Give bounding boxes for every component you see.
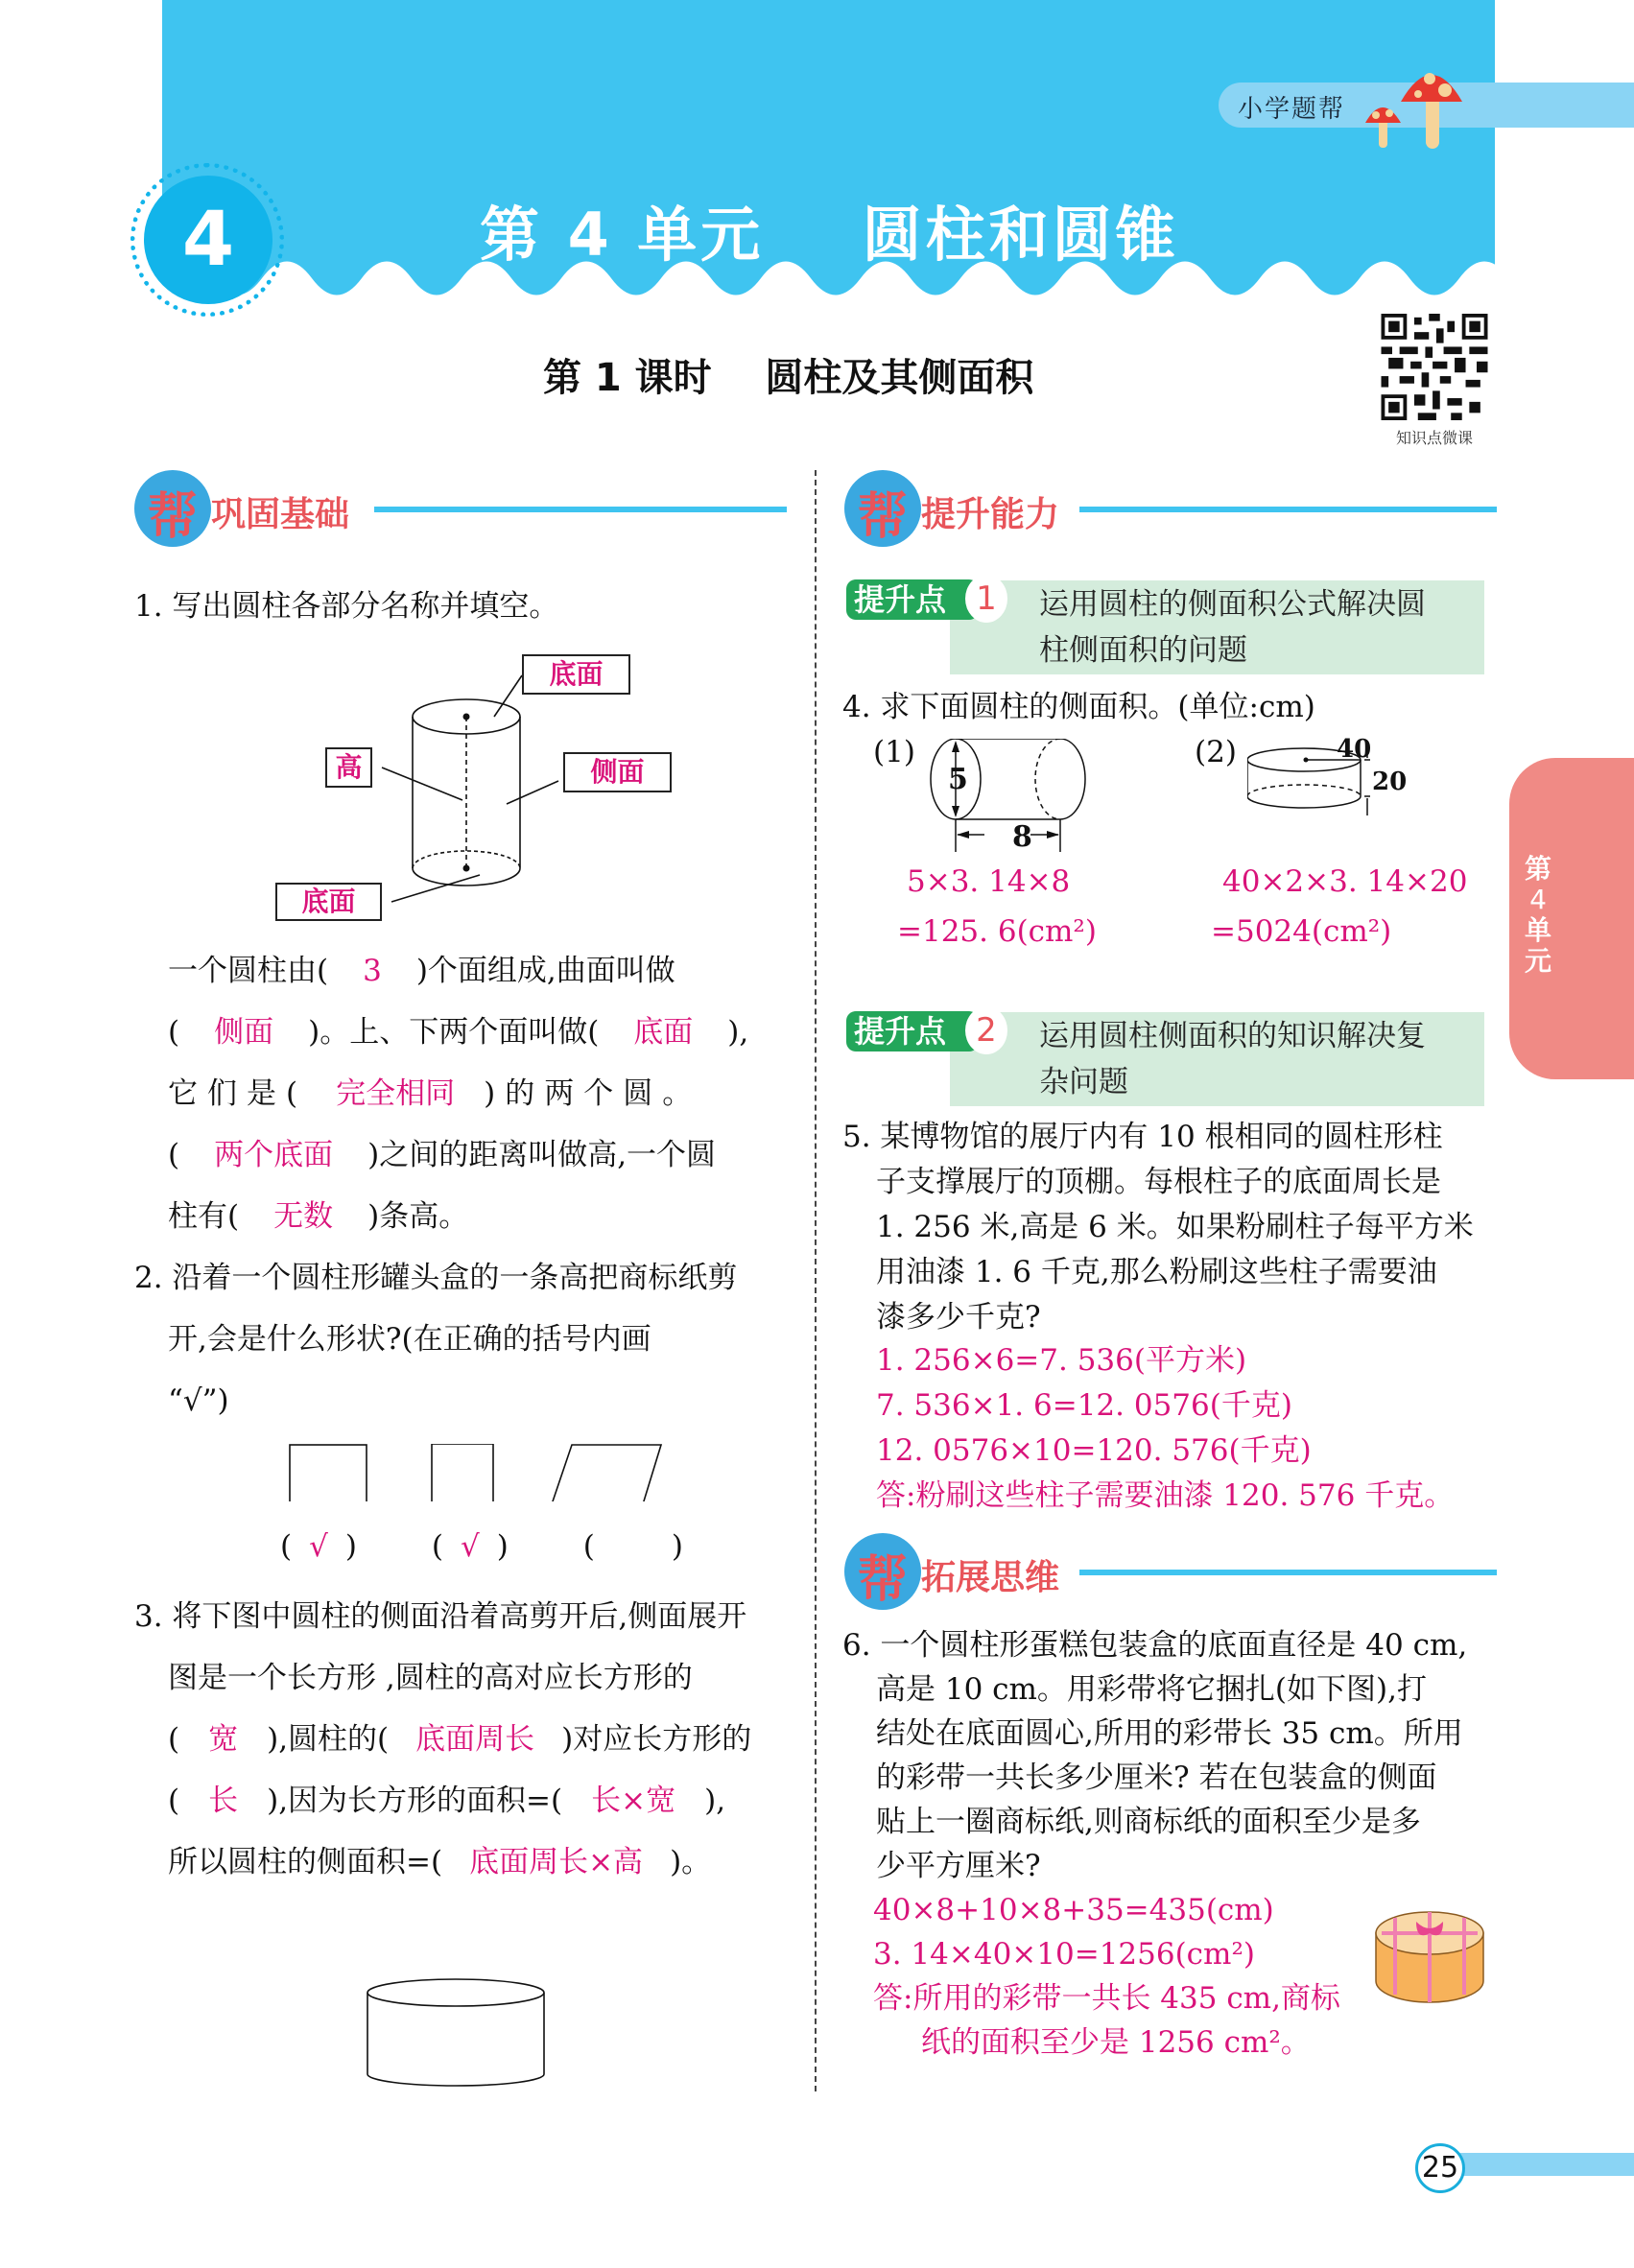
improve-point-number: 1 [965,575,1007,623]
cake-box-icon [1372,1904,1487,2010]
improve-point-tag: 提升点 [846,579,979,620]
unit-title: 第 4 单元 圆柱和圆锥 [480,200,1179,270]
q1-line-3: 它们是( 完全相同 )的两个圆。 [168,1076,702,1111]
q5-answer: 1. 256×6=7. 536(平方米) 7. 536×1. 6=12. 0576(千克) 12. 0576×10=120. 576(千克) 答:粉刷这些柱子需要油漆 120. 576 千克。 [876,1343,1455,1513]
section-header-basic [134,470,787,547]
answer-blank: 底面周长×高 [469,1845,644,1879]
column-divider [815,470,817,2091]
section-header-improve [844,470,1497,547]
improve-point-number: 2 [965,1006,1007,1054]
parallelogram-shape [552,1445,661,1501]
q4-fig2-answer: 40×2×3. 14×20 =5024(cm²) [1211,864,1468,949]
q4-fig1-label: (1) [873,735,915,769]
q4-prompt: 4. 求下面圆柱的侧面积。(单位:cm) [842,690,1315,724]
q2-prompt: 2. 沿着一个圆柱形罐头盒的一条高把商标纸剪 开,会是什么形状?(在正确的括号内画 “√”) [134,1261,738,1418]
shape-options [278,1444,672,1501]
label-height: 高 [325,747,372,788]
section-label: 巩固基础 [211,495,350,534]
mushroom-icon [1362,58,1468,154]
q5-text: 5. 某博物馆的展厅内有 10 根相同的圆柱形柱 子支撑展厅的顶棚。每根柱子的底面周长是 1. 256 米,高是 6 米。如果粉刷柱子每平方米 用油漆 1. 6 千克,那么粉刷这些柱子需要油 漆多少千克? [842,1120,1474,1335]
answer-blank: 侧面 [214,1015,274,1050]
section-rule [1079,1570,1497,1575]
q1-line-5: 柱有( 无数 )条高。 [168,1199,469,1234]
rectangle-shape [432,1444,493,1501]
q3-text: 3. 将下图中圆柱的侧面沿着高剪开后,侧面展开 图是一个长方形 ,圆柱的高对应长方形的 ( 宽 ),圆柱的( 底面周长 )对应长方形的 ( 长 ),因为长方形的面积=( 长×宽 ), 所以圆柱的侧面积=( 底面周长×高 )。 [134,1599,752,1879]
answer-blank: 3 [363,954,382,988]
answer-blank: 无数 [273,1199,334,1234]
dimension-radius: 40 [1337,735,1372,764]
q1-line-4: ( 两个底面 )之间的距离叫做高,一个圆 [168,1138,717,1172]
section-rule [374,507,787,512]
q6-answer: 40×8+10×8+35=435(cm) 3. 14×40×10=1256(cm²) 答:所用的彩带一共长 435 cm,商标 纸的面积至少是 1256 cm²。 [873,1893,1340,2060]
square-shape [290,1445,367,1501]
section-label: 提升能力 [921,495,1060,534]
section-label: 拓展思维 [921,1558,1060,1597]
answer-blank: 两个底面 [214,1138,334,1172]
answer-blank: 长×宽 [591,1784,676,1818]
q1-fill-blanks [168,940,782,1247]
label-top-base: 底面 [522,654,630,695]
answer-blank: 底面 [633,1015,694,1050]
q4-fig1-answer: 5×3. 14×8 =125. 6(cm²) [897,864,1097,949]
section-bang: 帮 [148,488,199,546]
unit-side-tab-text: 第 4 单 元 [1524,853,1551,977]
q1-line-1: 一个圆柱由( 3 )个面组成,曲面叫做 [168,954,675,988]
improve-point-1-text: 运用圆柱的侧面积公式解决圆 柱侧面积的问题 [1039,587,1426,668]
page-number: 25 [1415,2143,1465,2193]
improve-point-tag: 提升点 [846,1011,979,1051]
flat-cylinder-figure [363,1972,550,2091]
answer-blank: 宽 [208,1722,239,1757]
answer-blank: 底面周长 [415,1722,535,1757]
qr-code-icon[interactable] [1379,314,1490,420]
section-header-extend [844,1533,1497,1610]
answer-blank: 完全相同 [336,1076,456,1111]
unit-number: 4 [181,197,235,283]
section-bang: 帮 [858,488,909,546]
q2-answer-row [280,1524,683,1570]
answer-bracket-3[interactable]: ( ) [582,1529,683,1564]
answer-blank: 长 [208,1784,239,1818]
q1-line-2: ( 侧面 )。上、下两个面叫做( 底面 ), [168,1015,749,1050]
lesson-title: 第 1 课时 圆柱及其侧面积 [543,356,1034,400]
q6-text: 6. 一个圆柱形蛋糕包装盒的底面直径是 40 cm, 高是 10 cm。用彩带将它捆扎(如下图),打 结处在底面圆心,所用的彩带长 35 cm。所用 的彩带一共长多少厘米? 若在包装盒的侧面 贴上一圈商标纸,则商标纸的面积至少是多 少平方厘米? [842,1628,1468,1883]
label-side: 侧面 [563,752,672,792]
answer-bracket-2[interactable]: ( √ ) [431,1529,509,1564]
label-bottom-base: 底面 [275,883,382,921]
q4-fig2-label: (2) [1195,735,1237,769]
section-rule [1079,507,1497,512]
page-number-bar [1458,2153,1634,2176]
improve-point-2-text: 运用圆柱侧面积的知识解决复 杂问题 [1039,1019,1426,1099]
answer-bracket-1[interactable]: ( √ ) [280,1529,357,1564]
dimension-diameter: 5 [948,763,968,796]
section-bang: 帮 [858,1551,909,1609]
qr-caption: 知识点微课 [1395,429,1473,447]
dimension-height: 20 [1372,768,1408,796]
brand-name: 小学题帮 [1238,95,1346,124]
q1-prompt: 1. 写出圆柱各部分名称并填空。 [134,589,559,624]
dimension-length: 8 [1012,820,1032,854]
